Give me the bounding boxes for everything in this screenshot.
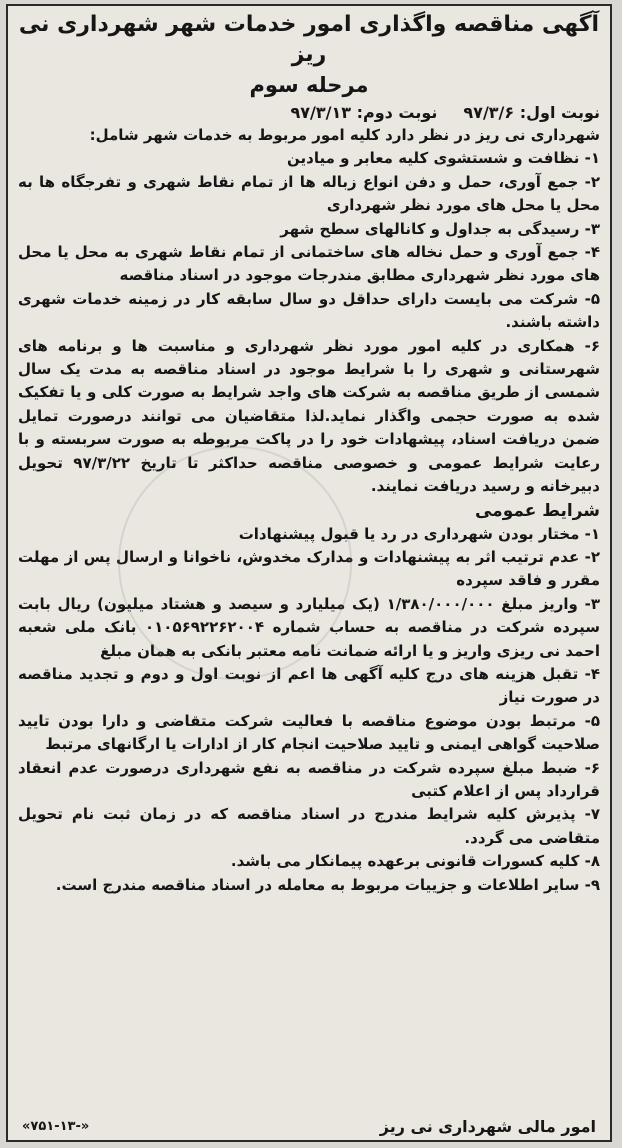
condition-6: ۶- ضبط مبلغ سپرده شرکت در مناقصه به نفع شهرداری درصورت عدم انعقاد قرارداد پس از اعلام کتبی xyxy=(18,758,600,800)
general-conditions xyxy=(8,523,610,898)
publication-dates xyxy=(8,102,610,124)
ad-code: «۷۵۱-۱۳-» xyxy=(22,1119,90,1134)
service-item-6: ۶- همکاری در کلیه امور مورد نظر شهرداری و مناسبت ها و برنامه های شهرستانی و شهری را با شرایط موجود در اسناد مناقصه به مدت یک سال شمسی از طریق مناقصه به شرکت های واجد شرایط به صورت کلی و یا تفکیک شده به صورت حجمی واگذار نماید.لذا متقاضیان می توانند درصورت تمایل ضمن دریافت اسناد، پیشهادات خود را در پاکت مربوطه به صورت سربسته و با رعایت شرایط عمومی و خصوصی مناقصه حداکثر تا تاریخ ۹۷/۳/۲۲ تحویل دبیرخانه و رسید دریافت نمایند. xyxy=(18,336,601,496)
tender-notice xyxy=(6,4,612,1142)
signature: امور مالی شهرداری نی ریز xyxy=(379,1117,596,1136)
general-conditions-title: شرایط عمومی xyxy=(474,500,600,521)
notice-title: آگهی مناقصه واگذاری امور خدمات شهر شهرداری نی ریز xyxy=(18,12,600,67)
service-item-1: ۱- نظافت و شستشوی کلیه معابر و میادین xyxy=(286,149,600,168)
service-item-4: ۴- جمع آوری و حمل نخاله های ساختمانی از تمام نقاط شهری به محل یا محل های مورد نظر شهرداری مطابق مندرجات موجود در اسناد مناقصه xyxy=(18,243,600,285)
condition-5: ۵- مرتبط بودن موضوع مناقصه با فعالیت شرکت متقاضی و دارا بودن تایید صلاحیت گواهی ایمنی و تایید صلاحیت انجام کار از ادارات یا ارگانهای مرتبط xyxy=(18,711,600,754)
first-publication-date: نوبت اول: ۹۷/۳/۶ xyxy=(463,103,600,122)
condition-4: ۴- تقبل هزینه های درج کلیه آگهی ها اعم از نوبت اول و دوم و تجدید مناقصه در صورت نیاز xyxy=(18,664,600,707)
condition-8: ۸- کلیه کسورات قانونی برعهده پیمانکار می باشد. xyxy=(230,852,600,871)
condition-9: ۹- سایر اطلاعات و جزییات مربوط به معامله در اسناد مناقصه مندرج است. xyxy=(55,875,600,894)
condition-1: ۱- مختار بودن شهرداری در رد یا قبول پیشنهادات xyxy=(238,524,600,543)
intro-line: شهرداری نی ریز در نظر دارد کلیه امور مربوط به خدمات شهر شامل: xyxy=(89,126,600,144)
condition-2: ۲- عدم ترتیب اثر به پیشنهادات و مدارک مخدوش، ناخوانا و ارسال پس از مهلت مقرر و فاقد سپرده xyxy=(18,547,600,590)
condition-3: ۳- واریز مبلغ ۱/۳۸۰/۰۰۰/۰۰۰ (یک میلیارد و سیصد و هشتاد میلیون) ریال بابت سپرده شرکت در مناقصه به حساب شماره ۰۱۰۵۶۹۲۲۶۲۰۰۴ بانک ملی شعبه احمد نی ریزی واریز و یا ارائه ضمانت نامه معتبر بانکی به همان مبلغ xyxy=(18,594,600,660)
notice-footer xyxy=(8,1117,610,1136)
condition-7: ۷- پذیرش کلیه شرایط مندرج در اسناد مناقصه که در زمان ثبت نام تحویل متقاضی می گردد. xyxy=(18,805,600,847)
service-item-2: ۲- جمع آوری، حمل و دفن انواع زباله ها از تمام نقاط شهری و تفرجگاه ها به محل یا محل های مورد نظر شهرداری xyxy=(18,172,600,215)
service-item-3: ۳- رسیدگی به جداول و کانالهای سطح شهر xyxy=(280,219,600,238)
service-item-5: ۵- شرکت می بایست دارای حداقل دو سال سابقه کار در زمینه خدمات شهری داشته باشند. xyxy=(18,289,600,332)
intro-section xyxy=(8,124,610,499)
notice-subtitle: مرحله سوم xyxy=(249,73,369,97)
second-publication-date: نوبت دوم: ۹۷/۳/۱۳ xyxy=(290,103,438,122)
